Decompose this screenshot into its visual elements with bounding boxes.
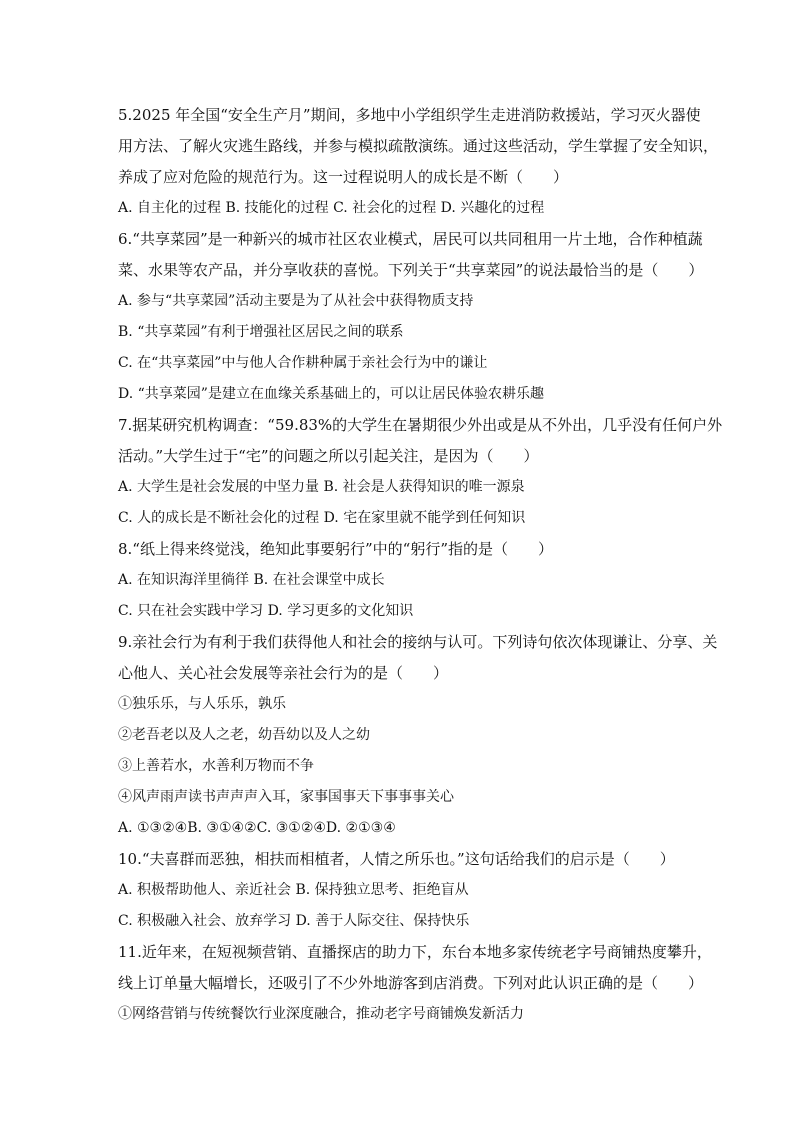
question-7-options-cd: C. 人的成长是不断社会化的过程 D. 宅在家里就不能学到任何知识 [118, 510, 526, 526]
question-9-item-1: ①独乐乐，与人乐乐，孰乐 [118, 696, 286, 712]
question-7-options-ab: A. 大学生是社会发展的中坚力量 B. 社会是人获得知识的唯一源泉 [118, 479, 525, 495]
question-11-stem-line-2: 线上订单量大幅增长，还吸引了不少外地游客到店消费。下列对此认识正确的是（ ） [118, 974, 704, 992]
question-6-option-c: C. 在“共享菜园”中与他人合作耕种属于亲社会行为中的谦让 [118, 355, 488, 371]
question-10-options-cd: C. 积极融入社会、放弃学习 D. 善于人际交往、保持快乐 [118, 913, 470, 929]
question-9-options: A. ①③②④B. ③①④②C. ③①②④D. ②①③④ [118, 820, 396, 836]
question-9-item-4: ④风声雨声读书声声声入耳，家事国事天下事事事关心 [118, 789, 454, 805]
question-6-option-b: B. “共享菜园”有利于增强社区居民之间的联系 [118, 324, 404, 340]
question-9-stem-line-1: 9.亲社会行为有利于我们获得他人和社会的接纳与认可。下列诗句依次体现谦让、分享、关 [118, 633, 718, 651]
question-6-option-d: D. “共享菜园”是建立在血缘关系基础上的，可以让居民体验农耕乐趣 [118, 386, 544, 402]
question-8-options-cd: C. 只在社会实践中学习 D. 学习更多的文化知识 [118, 603, 414, 619]
question-5-stem-line-2: 用方法、了解火灾逃生路线，并参与模拟疏散演练。通过这些活动，学生掌握了安全知识， [118, 137, 719, 155]
question-10-stem-line-1: 10.“夫喜群而恶独，相扶而相植者，人情之所乐也。”这句话给我们的启示是（ ） [118, 850, 675, 868]
question-11-stem-line-1: 11.近年来，在短视频营销、直播探店的助力下，东台本地多家传统老字号商铺热度攀升， [118, 943, 712, 961]
question-10-options-ab: A. 积极帮助他人、亲近社会 B. 保持独立思考、拒绝盲从 [118, 882, 469, 898]
question-7-stem-line-1: 7.据某研究机构调查：“59.83%的大学生在暑期很少外出或是从不外出，几乎没有任何户外 [118, 416, 723, 434]
question-9-item-3: ③上善若水，水善利万物而不争 [118, 758, 314, 774]
question-6-option-a: A. 参与“共享菜园”活动主要是为了从社会中获得物质支持 [118, 293, 474, 309]
question-5-stem-line-3: 养成了应对危险的规范行为。这一过程说明人的成长是不断（ ） [118, 168, 569, 186]
question-5-options: A. 自主化的过程 B. 技能化的过程 C. 社会化的过程 D. 兴趣化的过程 [118, 200, 545, 216]
question-8-stem-line-1: 8.“纸上得来终觉浅，绝知此事要躬行”中的“躬行”指的是（ ） [118, 540, 553, 558]
question-8-options-ab: A. 在知识海洋里徜徉 B. 在社会课堂中成长 [118, 572, 385, 588]
question-6-stem-line-2: 菜、水果等农产品，并分享收获的喜悦。下列关于“共享菜园”的说法最恰当的是（ ） [118, 261, 704, 279]
question-11-item-1: ①网络营销与传统餐饮行业深度融合，推动老字号商铺焕发新活力 [118, 1006, 524, 1022]
question-6-stem-line-1: 6.“共享菜园”是一种新兴的城市社区农业模式，居民可以共同租用一片土地，合作种植蔬 [118, 230, 703, 248]
question-7-stem-line-2: 活动。”大学生过于“宅”的问题之所以引起关注，是因为（ ） [118, 447, 539, 465]
question-5-stem-line-1: 5.2025 年全国“安全生产月”期间，多地中小学组织学生走进消防救援站，学习灭火器使 [118, 106, 701, 124]
question-9-item-2: ②老吾老以及人之老，幼吾幼以及人之幼 [118, 727, 370, 743]
question-9-stem-line-2: 心他人、关心社会发展等亲社会行为的是（ ） [118, 664, 449, 682]
question-list [118, 100, 723, 1030]
